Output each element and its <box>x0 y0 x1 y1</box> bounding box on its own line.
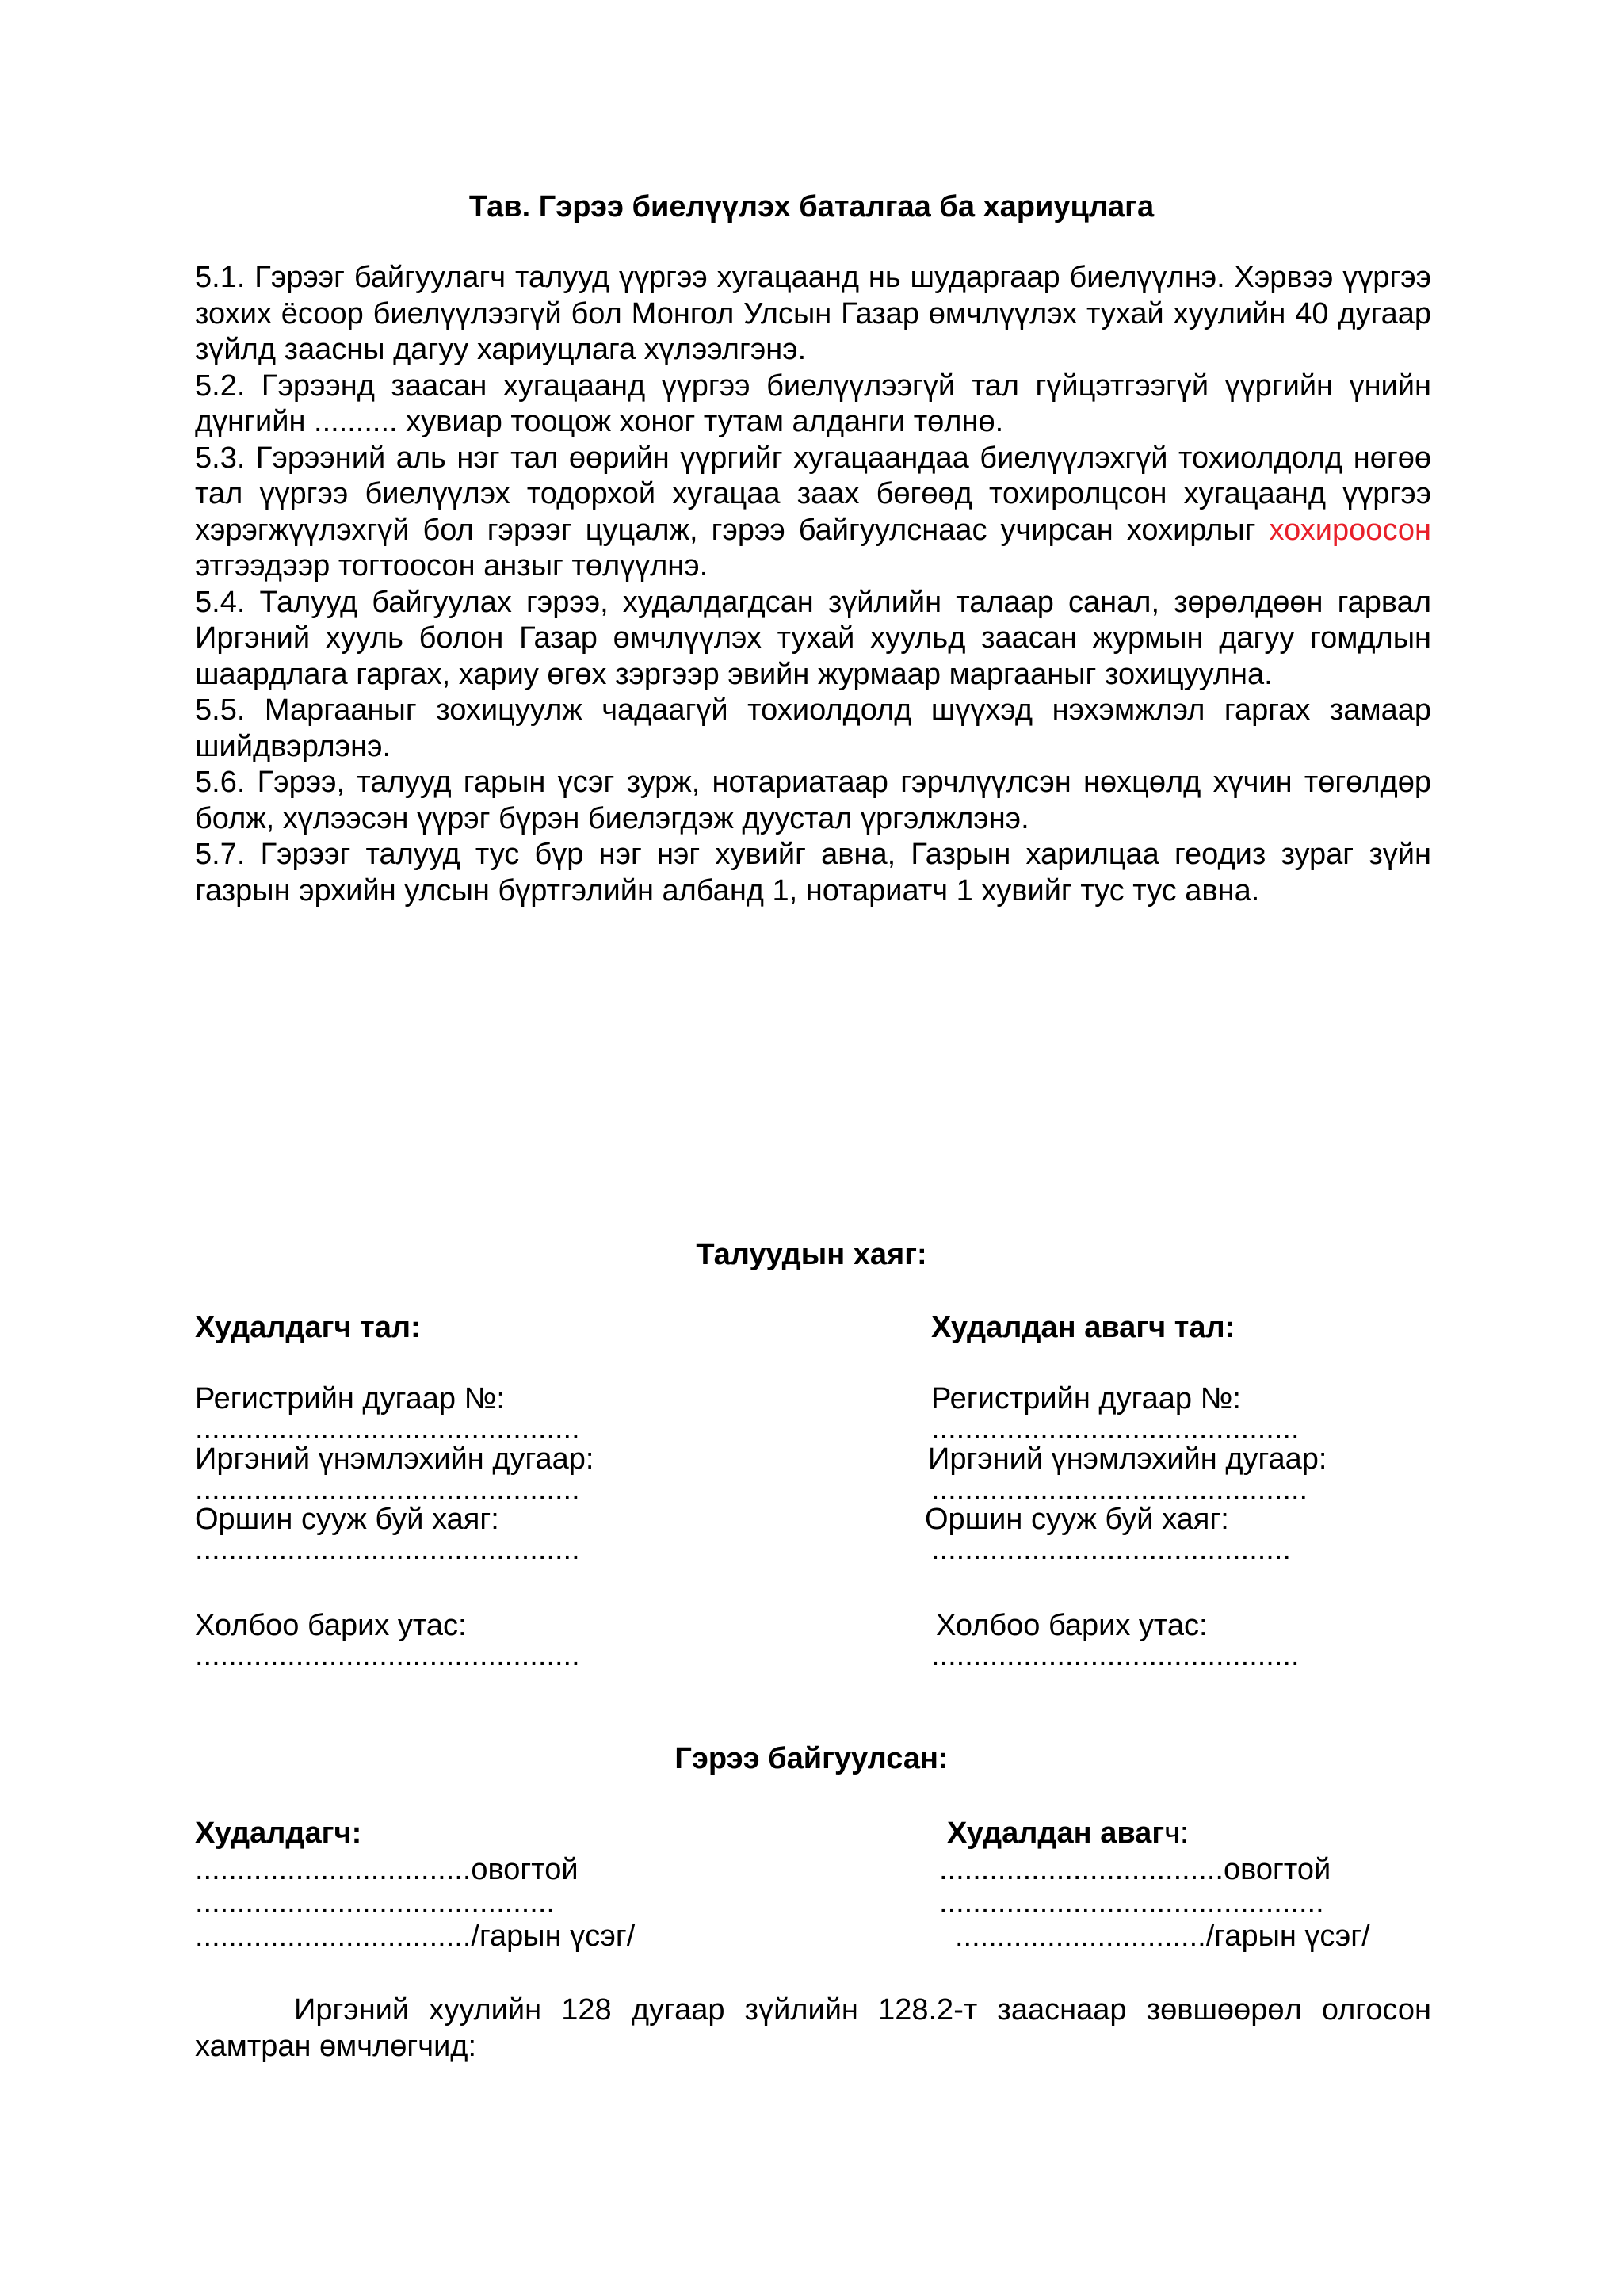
seller-id-dots: .............................................. <box>195 1473 580 1506</box>
clause-5-3 <box>195 441 1431 585</box>
buyer-signature-heading <box>947 1815 1581 1851</box>
clause-5-4: 5.4. Талууд байгуулах гэрээ, худалдагдсан зүйлийн талаар санал, зөрөлдөөн гарвал Иргэний хууль болон Газар өмчлүүлэх тухай хуульд заасан журмын дагуу гомдлын шаардлага гаргах, хариу өгөх зэргээр эвийн журмаар маргааныг зохицуулна. <box>195 585 1431 691</box>
buyer-name-line: .............................................. <box>939 1886 1324 1920</box>
buyer-signature-block <box>939 1815 1581 1954</box>
buyer-signature-heading-bold: Худалдан аваг <box>947 1817 1165 1850</box>
buyer-id-label: Иргэний үнэмлэхийн дугаар: <box>928 1442 1327 1476</box>
buyer-id-dots: ............................................. <box>931 1473 1308 1506</box>
seller-registry-label: Регистрийн дугаар №: <box>195 1382 505 1415</box>
seller-id-label: Иргэний үнэмлэхийн дугаар: <box>195 1442 594 1476</box>
buyer-address-label: Оршин сууж буй хаяг: <box>925 1503 1229 1536</box>
buyer-phone-dots: ............................................ <box>931 1639 1300 1672</box>
clause-5-3-highlighted-word: хохироосон <box>1269 513 1431 547</box>
clause-5-3-text-after: этгээдээр тогтоосон анзыг төлүүлнэ. <box>195 549 708 583</box>
seller-name-line: ........................................... <box>195 1886 555 1920</box>
seller-address-dots: .............................................. <box>195 1533 580 1566</box>
buyer-registry-label: Регистрийн дугаар №: <box>931 1382 1241 1415</box>
seller-signature-heading: Худалдагч: <box>195 1817 362 1850</box>
addresses-title: Талуудын хаяг: <box>696 1238 927 1271</box>
seller-registry-dots: .............................................. <box>195 1412 580 1446</box>
seller-address-label: Оршин сууж буй хаяг: <box>195 1503 499 1536</box>
seller-phone-label: Холбоо барих утас: <box>195 1609 467 1642</box>
signatures-title: Гэрээ байгуулсан: <box>674 1742 949 1775</box>
seller-phone-dots: .............................................. <box>195 1639 580 1672</box>
clause-5-6: 5.6. Гэрээ, талууд гарын үсэг зурж, нотариатаар гэрчлүүлсэн нөхцөлд хүчин төгөлдөр болж, хүлээсэн үүрэг бүрэн биелэгдэж дуустал үргэлжлэнэ. <box>195 766 1431 835</box>
seller-signature-block <box>195 1815 829 1954</box>
buyer-registry-dots: ............................................ <box>931 1412 1300 1446</box>
clauses-block <box>195 260 1431 909</box>
section-title: Тав. Гэрээ биелүүлэх баталгаа ба хариуцлага <box>468 190 1155 223</box>
clause-5-1: 5.1. Гэрээг байгуулагч талууд үүргээ хугацаанд нь шударгаар биелүүлнэ. Хэрвээ үүргээ зохих ёсоор биелүүлээгүй бол Монгол Улсын Газар өмчлүүлэх тухай хуулийн 40 дугаар зүйлд заасны дагуу хариуцлага хүлээлгэнэ. <box>195 261 1431 366</box>
buyer-surname-line: ..................................овогтой <box>939 1853 1331 1886</box>
closing-paragraph: Иргэний хуулийн 128 дугаар зүйлийн 128.2-т зааснаар зөвшөөрөл олгосон хамтран өмчлөгчид: <box>195 1993 1431 2063</box>
buyer-phone-label: Холбоо барих утас: <box>936 1609 1208 1642</box>
clause-5-7: 5.7. Гэрээг талууд тус бүр нэг нэг хувийг авна, Газрын харилцаа геодиз зураг зүйн газрын эрхийн улсын бүртгэлийн албанд 1, нотариатч 1 хувийг тус тус авна. <box>195 838 1431 907</box>
buyer-signature-line: ............................../гарын үсэг/ <box>955 1920 1370 1953</box>
seller-signature-line: ................................./гарын үсэг/ <box>195 1920 636 1953</box>
buyer-heading: Худалдан авагч тал: <box>931 1311 1235 1344</box>
buyer-signature-heading-rest: ч: <box>1164 1817 1189 1850</box>
clause-5-3-text-before: 5.3. Гэрээний аль нэг тал өөрийн үүргийг хугацаандаа биелүүлэхгүй тохиолдолд нөгөө тал үүргээ биелүүлэх тодорхой хугацаа заах бөгөөд тохиролцсон хугацаанд үүргээ хэрэгжүүлэхгүй бол гэрээг цуцалж, гэрээ байгуулснаас учирсан хохирлыг <box>195 441 1431 547</box>
clause-5-2: 5.2. Гэрээнд заасан хугацаанд үүргээ биелүүлээгүй тал гүйцэтгээгүй үүргийн үнийн дүнгийн .......... хувиар тооцож хоног тутам алданги төлнө. <box>195 369 1431 438</box>
seller-heading: Худалдагч тал: <box>195 1311 421 1344</box>
seller-address-block <box>195 1309 829 1672</box>
buyer-address-block <box>925 1309 1565 1672</box>
buyer-address-dots: ........................................... <box>931 1533 1291 1566</box>
seller-surname-line: .................................овогтой <box>195 1853 579 1886</box>
clause-5-5: 5.5. Маргааныг зохицуулж чадаагүй тохиолдолд шүүхэд нэхэмжлэл гаргах замаар шийдвэрлэнэ. <box>195 693 1431 763</box>
